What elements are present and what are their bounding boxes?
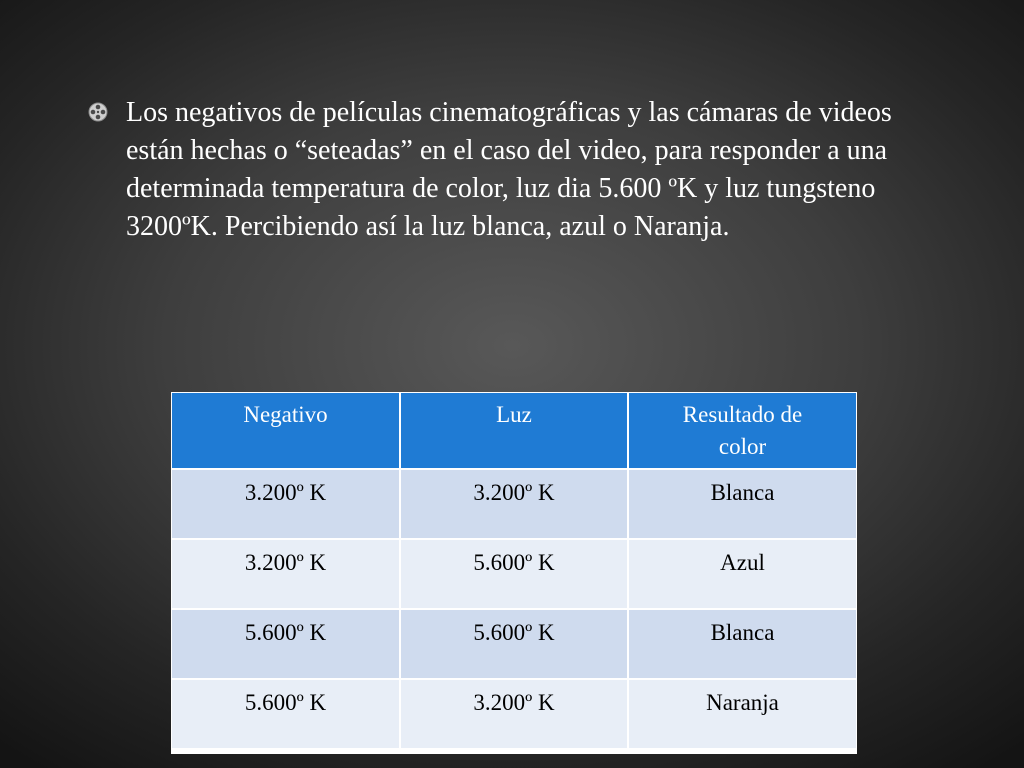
table-cell: Blanca [628, 609, 856, 679]
table-header-row [172, 393, 856, 469]
header-luz: Luz [400, 393, 628, 469]
table-cell: Naranja [628, 679, 856, 749]
header-resultado: Resultado de color [628, 393, 856, 469]
header-negativo: Negativo [172, 393, 400, 469]
table-cell: 5.600º K [400, 539, 628, 609]
table-cell: 3.200º K [400, 469, 628, 539]
color-temperature-table [171, 392, 857, 754]
table-cell: 5.600º K [400, 609, 628, 679]
table-cell: 3.200º K [172, 539, 400, 609]
table-row [172, 609, 856, 679]
table-cell: Azul [628, 539, 856, 609]
table-row [172, 469, 856, 539]
table-row [172, 539, 856, 609]
table-cell: Blanca [628, 469, 856, 539]
table-cell: 5.600º K [172, 679, 400, 749]
bullet-text: Los negativos de películas cinematográficas y las cámaras de videos están hechas o “seteadas” en el caso del video, para responder a una determinada temperatura de color, luz dia 5.600 ºK y luz tungsteno 3200ºK. Percibiendo así la luz blanca, azul o Naranja. [126, 97, 892, 242]
table-cell: 3.200º K [400, 679, 628, 749]
film-reel-icon [88, 102, 108, 122]
table-cell: 5.600º K [172, 609, 400, 679]
table-row [172, 679, 856, 749]
table-cell: 3.200º K [172, 469, 400, 539]
